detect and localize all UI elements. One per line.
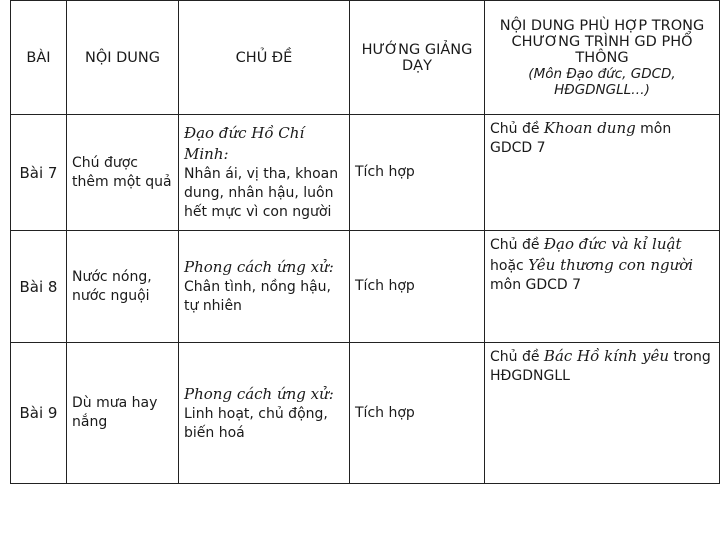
table-row bbox=[11, 343, 720, 484]
chu-de-body: Chân tình, nồng hậu, tự nhiên bbox=[184, 279, 331, 314]
header-chu-de: CHỦ ĐỀ bbox=[179, 1, 350, 115]
cell-bai: Bài 8 bbox=[11, 231, 67, 343]
cell-noi-dung: Dù mưa hay nắng bbox=[67, 343, 179, 484]
ph-post: môn GDCD 7 bbox=[490, 277, 582, 293]
header-huong-giang-day: HƯỚNG GIẢNG DẠY bbox=[350, 1, 485, 115]
cell-noi-dung: Nước nóng, nước nguội bbox=[67, 231, 179, 343]
ph-mid: trong HĐGDNGLL bbox=[490, 349, 711, 384]
cell-huong: Tích hợp bbox=[350, 343, 485, 484]
ph-pre: Chủ đề bbox=[490, 121, 544, 137]
ph-theme: Khoan dung bbox=[543, 119, 636, 137]
cell-huong: Tích hợp bbox=[350, 115, 485, 231]
ph-pre: Chủ đề bbox=[490, 237, 544, 253]
cell-bai: Bài 9 bbox=[11, 343, 67, 484]
header-noi-dung: NỘI DUNG bbox=[67, 1, 179, 115]
chu-de-title: Phong cách ứng xử: bbox=[184, 258, 334, 276]
chu-de-title: Đạo đức Hồ Chí Minh: bbox=[184, 124, 305, 163]
ph-theme: Đạo đức và kỉ luật bbox=[543, 235, 682, 253]
header-phu-hop bbox=[485, 1, 720, 115]
ph-theme-alt: Yêu thương con người bbox=[528, 256, 694, 274]
ph-mid: hoặc bbox=[490, 258, 529, 274]
table-row bbox=[11, 231, 720, 343]
ph-theme: Bác Hồ kính yêu bbox=[543, 347, 670, 365]
cell-noi-dung: Chú được thêm một quả bbox=[67, 115, 179, 231]
cell-phu-hop bbox=[485, 231, 720, 343]
cell-chu-de bbox=[179, 343, 350, 484]
chu-de-body: Nhân ái, vị tha, khoan dung, nhân hậu, luôn hết mực vì con người bbox=[184, 166, 339, 220]
ph-pre: Chủ đề bbox=[490, 349, 544, 365]
cell-chu-de bbox=[179, 115, 350, 231]
cell-phu-hop bbox=[485, 115, 720, 231]
chu-de-title: Phong cách ứng xử: bbox=[184, 384, 334, 403]
cell-bai: Bài 7 bbox=[11, 115, 67, 231]
cell-huong: Tích hợp bbox=[350, 231, 485, 343]
cell-chu-de bbox=[179, 231, 350, 343]
header-bai: BÀI bbox=[11, 1, 67, 115]
lesson-table bbox=[10, 0, 720, 484]
header-row bbox=[11, 1, 720, 115]
table-row bbox=[11, 115, 720, 231]
ph-mid: môn GDCD 7 bbox=[490, 121, 672, 156]
chu-de-body: Linh hoạt, chủ động, biến hoá bbox=[184, 405, 328, 441]
header-phu-hop-subtitle: (Môn Đạo đức, GDCD, HĐGDNGLL…) bbox=[528, 65, 676, 98]
cell-phu-hop bbox=[485, 343, 720, 484]
header-phu-hop-title: NỘI DUNG PHÙ HỢP TRONG CHƯƠNG TRÌNH GD PHỔ THÔNG bbox=[499, 17, 705, 66]
